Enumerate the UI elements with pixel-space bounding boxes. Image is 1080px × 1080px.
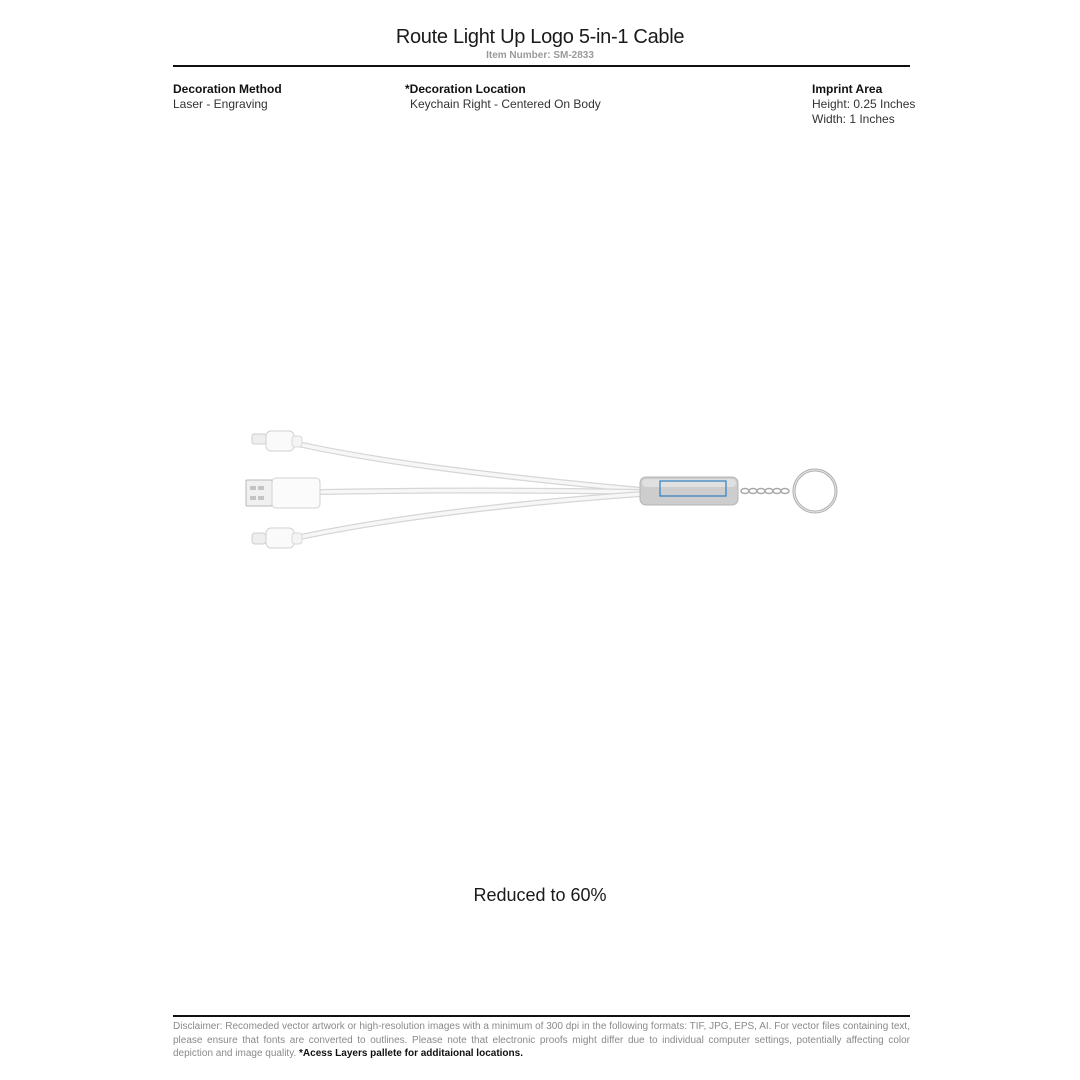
imprint-width: Width: 1 Inches (812, 112, 895, 126)
decoration-method-value: Laser - Engraving (173, 97, 268, 111)
usb-a-connector (246, 478, 320, 508)
header-divider (173, 65, 910, 67)
scale-note: Reduced to 60% (473, 885, 607, 905)
imprint-area-section (812, 82, 915, 127)
decoration-method-section (173, 82, 282, 112)
imprint-area-label: Imprint Area (812, 82, 883, 96)
product-image (230, 410, 870, 580)
footer-divider (173, 1015, 910, 1017)
lightning-connector (252, 431, 302, 451)
layers-note: *Acess Layers pallete for additaional locations. (299, 1048, 523, 1059)
keychain-ring (741, 470, 836, 512)
item-number: Item Number: SM-2833 (486, 50, 594, 61)
light-up-body (640, 477, 738, 505)
decoration-location-value: Keychain Right - Centered On Body (410, 97, 601, 111)
disclaimer-text: Disclaimer: Recomeded vector artwork or high-resolution images with a minimum of 300 dpi in the following formats: TIF, JPG, EPS, AI. For vector files containing text, please ensure that fonts are converted to outlines. Please note that electronic proofs might differ due to individual computer settings, potentially affecting color depiction and image quality. (173, 1021, 910, 1059)
usb-c-connector (252, 528, 302, 548)
decoration-method-label: Decoration Method (173, 82, 282, 96)
disclaimer (173, 1020, 910, 1061)
decoration-location-section (405, 82, 601, 112)
imprint-height: Height: 0.25 Inches (812, 97, 916, 111)
decoration-location-label: *Decoration Location (405, 82, 526, 96)
cable-strands (296, 444, 642, 538)
page-title: Route Light Up Logo 5-in-1 Cable (395, 26, 685, 48)
